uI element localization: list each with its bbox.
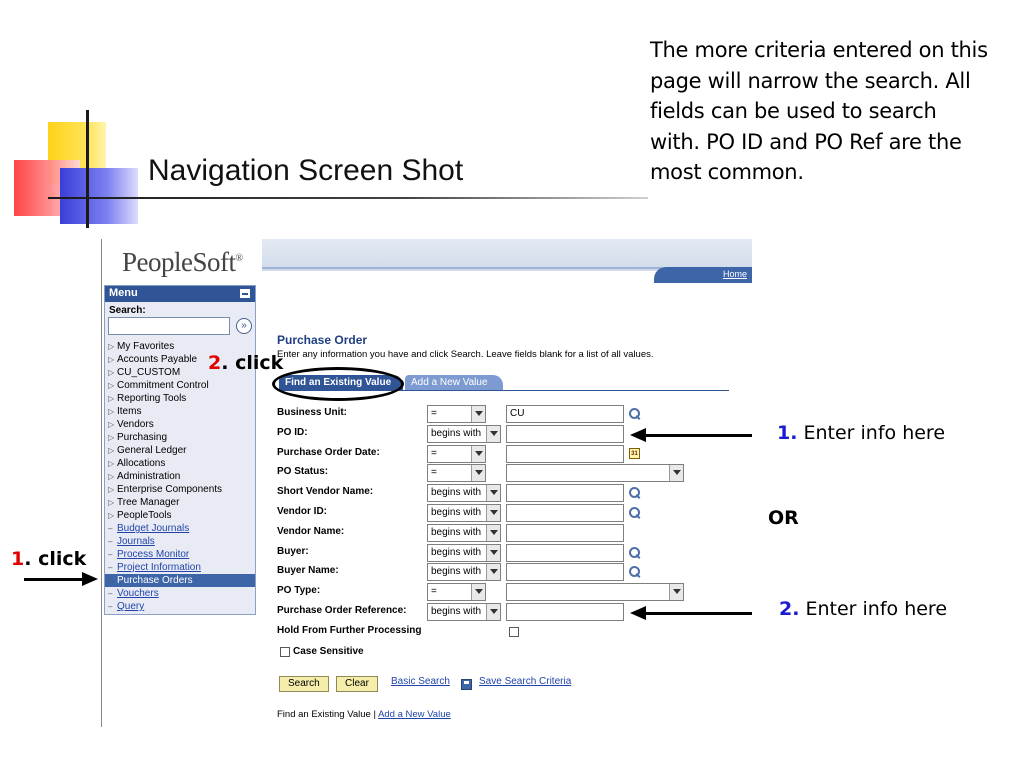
triangle-right-icon: ▷ [108, 485, 115, 494]
arrow-enter-1-head [630, 428, 646, 442]
menu-item[interactable] [105, 561, 255, 574]
menu-item-label: Journals [117, 536, 155, 547]
menu-item-label: Accounts Payable [117, 354, 198, 365]
value-input[interactable] [506, 425, 624, 443]
operator-value: begins with [431, 546, 482, 558]
operator-select[interactable] [427, 603, 501, 621]
menu-panel [104, 285, 256, 615]
field-label: PO Status: [277, 466, 329, 478]
operator-value: begins with [431, 427, 482, 439]
menu-item-label: Allocations [117, 458, 166, 469]
menu-item[interactable] [105, 522, 255, 535]
arrow-click-1-head [82, 572, 98, 586]
case-row [277, 644, 477, 662]
deco-horizontal-line [48, 197, 648, 199]
chevron-down-icon[interactable] [486, 564, 500, 580]
tab-find-existing-value[interactable]: Find an Existing Value [279, 375, 403, 391]
menu-item-label: Process Monitor [117, 549, 190, 560]
operator-select[interactable] [427, 504, 501, 522]
field-label: Buyer: [277, 545, 309, 557]
dash-icon: – [108, 589, 113, 598]
dash-icon: – [108, 563, 113, 572]
menu-item[interactable] [105, 405, 255, 418]
field-label: Business Unit: [277, 407, 348, 418]
menu-item-label: Tree Manager [117, 497, 180, 508]
operator-select[interactable] [427, 583, 486, 601]
calendar-icon[interactable]: 31 [629, 448, 640, 459]
value-input[interactable]: CU [506, 405, 624, 423]
triangle-right-icon: ▷ [108, 394, 115, 403]
tab-add-new-value[interactable]: Add a New Value [405, 375, 503, 390]
menu-item[interactable] [105, 457, 255, 470]
triangle-right-icon: ▷ [108, 420, 115, 429]
menu-item[interactable] [105, 379, 255, 392]
value-input[interactable] [506, 445, 624, 463]
lookup-icon[interactable] [628, 486, 642, 500]
field-label: Short Vendor Name: [277, 486, 374, 498]
bottom-separator: | [373, 709, 376, 720]
menu-item-label: General Ledger [117, 445, 187, 456]
search-button[interactable]: Search [279, 676, 329, 692]
menu-item-label: Query [117, 601, 145, 612]
hold-checkbox[interactable] [509, 627, 519, 637]
peoplesoft-logo: PeopleSoft® [122, 247, 243, 277]
peoplesoft-screenshot [101, 239, 752, 727]
deco-blue-square [60, 168, 138, 224]
field-row [277, 405, 697, 423]
operator-value: begins with [431, 526, 482, 538]
collapse-icon[interactable] [240, 289, 250, 298]
hold-label: Hold From Further Processing [277, 625, 422, 636]
field-row [277, 464, 697, 482]
operator-value: = [431, 467, 437, 479]
annotation-or: OR [768, 507, 799, 529]
value-input[interactable] [506, 603, 624, 621]
home-tab [654, 267, 752, 283]
operator-value: begins with [431, 507, 482, 518]
field-label: Vendor Name: [277, 525, 345, 537]
menu-item[interactable] [105, 496, 255, 509]
case-sensitive-label: Case Sensitive [293, 646, 364, 657]
value-input[interactable] [506, 524, 624, 542]
menu-item-label: Purchasing [117, 432, 168, 443]
value-input[interactable] [506, 563, 624, 581]
menu-item[interactable] [105, 444, 255, 457]
menu-item-label: Commitment Control [117, 380, 209, 391]
arrow-enter-2-head [630, 606, 646, 620]
triangle-right-icon: ▷ [108, 433, 115, 442]
double-chevron-right-icon[interactable]: » [236, 318, 252, 334]
field-row [277, 445, 697, 463]
annotation-enter-2: 2. Enter info here [779, 598, 948, 620]
chevron-down-icon[interactable] [471, 406, 485, 422]
menu-item-label: Vouchers [117, 588, 159, 599]
menu-item[interactable] [105, 587, 255, 600]
field-label: Vendor ID: [277, 506, 328, 517]
home-link[interactable]: Home [722, 269, 747, 279]
slide-title: Navigation Screen Shot [148, 154, 464, 187]
triangle-right-icon: ▷ [108, 407, 115, 416]
field-label: PO Type: [277, 585, 321, 597]
chevron-down-icon[interactable] [486, 525, 500, 541]
chevron-down-icon[interactable] [471, 446, 485, 462]
menu-item[interactable] [105, 470, 255, 483]
chevron-down-icon[interactable] [486, 545, 500, 561]
dash-icon: – [108, 576, 113, 585]
menu-item[interactable] [105, 535, 255, 548]
chevron-down-icon[interactable] [471, 465, 485, 481]
annotation-enter-1: 1. Enter info here [777, 422, 946, 444]
value-input[interactable] [506, 484, 624, 502]
basic-search-link[interactable]: Basic Search [391, 676, 450, 687]
triangle-right-icon: ▷ [108, 472, 115, 481]
value-select[interactable] [506, 464, 684, 482]
save-icon[interactable] [461, 679, 472, 690]
operator-value: begins with [431, 566, 482, 578]
field-row [277, 504, 697, 522]
slide-note: The more criteria entered on this page will narrow the search. All fields can be used to search with. PO ID and PO Ref are the most common. [650, 38, 988, 185]
field-label: Buyer Name: [277, 565, 339, 577]
bottom-find-label: Find an Existing Value [277, 709, 371, 720]
menu-list [105, 340, 255, 613]
operator-value: = [431, 586, 437, 598]
menu-item-label: Items [117, 406, 142, 417]
field-row [277, 484, 697, 502]
lookup-icon[interactable] [628, 546, 642, 560]
lookup-icon[interactable] [628, 565, 642, 579]
menu-item-label: Budget Journals [117, 523, 190, 534]
menu-item[interactable] [105, 600, 255, 613]
arrow-click-1-shaft [24, 578, 84, 581]
dash-icon: – [108, 602, 113, 611]
operator-value: = [431, 408, 437, 419]
menu-item-label: CU_CUSTOM [117, 367, 181, 378]
bottom-nav [277, 709, 451, 720]
chevron-down-icon[interactable] [486, 426, 500, 442]
dash-icon: – [108, 524, 113, 533]
menu-item[interactable] [105, 574, 255, 587]
operator-select[interactable] [427, 425, 501, 443]
triangle-right-icon: ▷ [108, 342, 115, 351]
triangle-right-icon: ▷ [108, 381, 115, 390]
field-label: Purchase Order Reference: [277, 605, 407, 616]
menu-item-label: Purchase Orders [117, 575, 193, 586]
save-search-criteria-link[interactable]: Save Search Criteria [479, 676, 572, 687]
triangle-right-icon: ▷ [108, 355, 115, 364]
page-title: Purchase Order [277, 333, 368, 347]
field-row [277, 583, 697, 601]
operator-select[interactable] [427, 544, 501, 562]
chevron-down-icon[interactable] [471, 584, 485, 600]
deco-vertical-line [86, 110, 89, 228]
chevron-down-icon[interactable] [486, 485, 500, 501]
menu-item[interactable] [105, 431, 255, 444]
menu-item-label: Project Information [117, 562, 201, 573]
operator-select[interactable] [427, 464, 486, 482]
operator-select[interactable] [427, 563, 501, 581]
dash-icon: – [108, 537, 113, 546]
highlight-ellipse [272, 367, 404, 401]
menu-item-label: PeopleTools [117, 510, 172, 521]
operator-select[interactable] [427, 484, 501, 502]
hold-row [277, 623, 577, 641]
menu-item-label: Reporting Tools [117, 393, 187, 404]
lookup-icon[interactable] [628, 407, 642, 421]
menu-item[interactable] [105, 509, 255, 522]
page-description: Enter any information you have and click Search. Leave fields blank for a list of all values. [277, 349, 654, 360]
triangle-right-icon: ▷ [108, 498, 115, 507]
annotation-click-1: 1. click [11, 548, 87, 570]
menu-search-input[interactable] [108, 317, 230, 335]
triangle-right-icon: ▷ [108, 511, 115, 520]
bottom-add-link[interactable]: Add a New Value [378, 709, 451, 720]
operator-select[interactable] [427, 405, 486, 423]
menu-title: Menu [109, 287, 138, 299]
menu-item-label: Administration [117, 471, 181, 482]
operator-select[interactable] [427, 524, 501, 542]
chevron-down-icon[interactable] [486, 505, 500, 521]
triangle-right-icon: ▷ [108, 368, 115, 377]
menu-search-label: Search: [109, 305, 146, 316]
chevron-down-icon[interactable] [669, 584, 683, 600]
arrow-enter-1-shaft [645, 434, 752, 437]
menu-item[interactable] [105, 418, 255, 431]
field-row [277, 544, 697, 562]
chevron-down-icon[interactable] [486, 604, 500, 620]
field-label: PO ID: [277, 426, 308, 438]
header-stripe [262, 267, 662, 269]
triangle-right-icon: ▷ [108, 446, 115, 455]
operator-value: begins with [431, 487, 482, 499]
annotation-click-2: 2. click [208, 352, 284, 374]
menu-item[interactable] [105, 548, 255, 561]
menu-item-label: Enterprise Components [117, 484, 223, 495]
chevron-down-icon[interactable] [669, 465, 683, 481]
field-row [277, 563, 697, 581]
clear-button[interactable]: Clear [336, 676, 378, 692]
field-label: Purchase Order Date: [277, 446, 380, 458]
menu-header [105, 286, 255, 302]
lookup-icon[interactable] [628, 506, 642, 520]
field-row [277, 524, 697, 542]
case-sensitive-checkbox[interactable] [280, 647, 290, 657]
menu-item[interactable] [105, 483, 255, 496]
value-input[interactable] [506, 544, 624, 562]
arrow-enter-2-shaft [645, 612, 752, 615]
dash-icon: – [108, 550, 113, 559]
menu-item-label: Vendors [117, 419, 154, 430]
menu-item[interactable] [105, 392, 255, 405]
value-select[interactable] [506, 583, 684, 601]
triangle-right-icon: ▷ [108, 459, 115, 468]
operator-value: begins with [431, 606, 482, 617]
operator-select[interactable] [427, 445, 486, 463]
menu-item-label: My Favorites [117, 341, 175, 352]
value-input[interactable] [506, 504, 624, 522]
operator-value: = [431, 447, 437, 459]
